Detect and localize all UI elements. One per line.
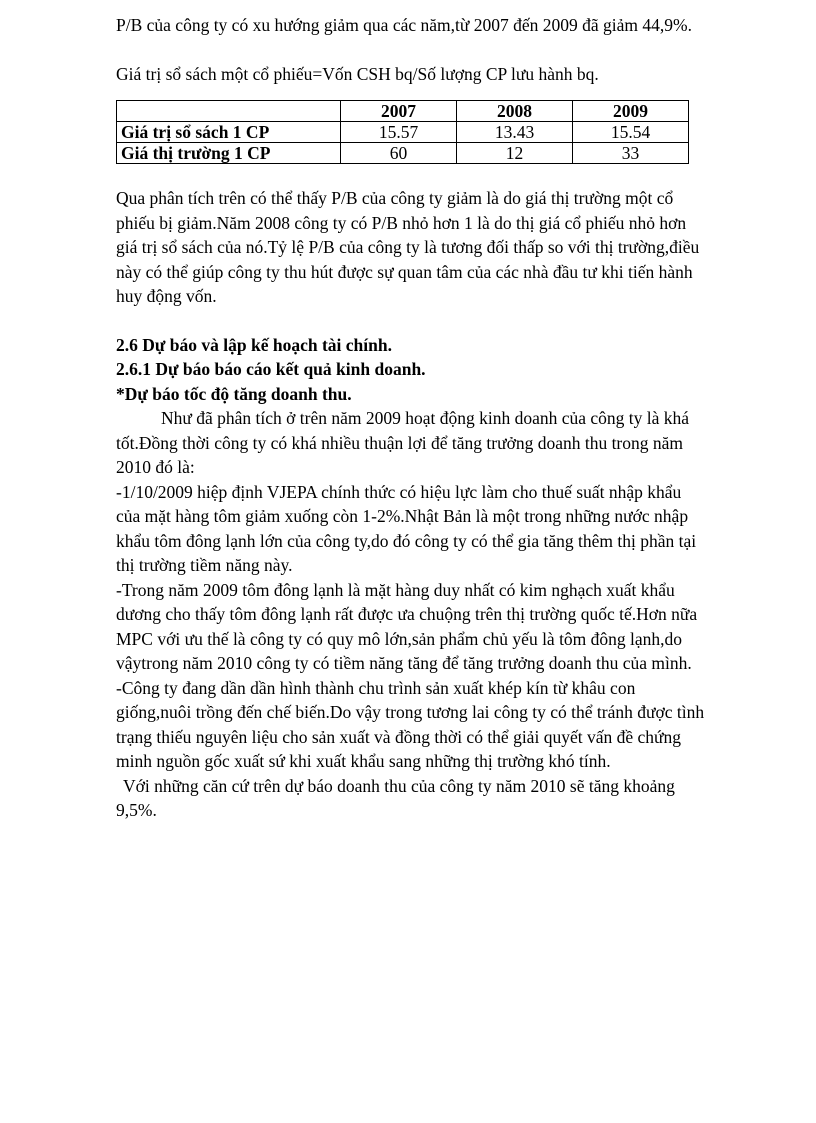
book-value-formula: Giá trị sổ sách một cổ phiếu=Vốn CSH bq/Số lượng CP lưu hành bq. [116, 63, 599, 84]
table-cell: 60 [341, 143, 457, 164]
bullet-vjepa: -1/10/2009 hiệp định VJEPA chính thức có hiệu lực làm cho thuế suất nhập khẩu của mặt hàng tôm giảm xuống còn 1-2%.Nhật Bản là một trong những nước nhập khẩu tôm đông lạnh lớn của công ty,do đó công ty có thể gia tăng thêm thị phần tại thị trường tiềm năng này. [116, 481, 697, 575]
table-row [117, 143, 689, 164]
table-cell: 33 [573, 143, 689, 164]
bullet-production-cycle: -Công ty đang dần dần hình thành chu trình sản xuất khép kín từ khâu con giống,nuôi trồng đến chế biến.Do vậy trong tương lai công ty có thể tránh được tình trạng thiếu nguyên liệu cho sản xuất và đồng thời có thể giải quyết vấn đề chứng minh nguồn gốc xuất sứ khi xuất khẩu sang những thị trường khó tính. [116, 677, 705, 771]
table-cell: 15.57 [341, 122, 457, 143]
table-cell: 12 [457, 143, 573, 164]
topic-heading: *Dự báo tốc độ tăng doanh thu. [116, 383, 352, 404]
analysis-paragraph: Qua phân tích trên có thể thấy P/B của công ty giảm là do giá thị trường một cổ phiếu bị giảm.Năm 2008 công ty có P/B nhỏ hơn 1 là do thị giá cổ phiếu nhỏ hơn giá trị sổ sách của nó.Tỷ lệ P/B của công ty là tương đối thấp so với thị trường,điều này có thể giúp công ty thu hút được sự quan tâm của các nhà đầu tư khi tiến hành huy động vốn. [116, 188, 700, 306]
table-cell: 15.54 [573, 122, 689, 143]
pb-data-table [116, 100, 689, 164]
table-row [117, 122, 689, 143]
table-corner-cell [117, 101, 341, 122]
table-year-cell: 2007 [341, 101, 457, 122]
table-year-cell: 2008 [457, 101, 573, 122]
section-heading: 2.6 Dự báo và lập kế hoạch tài chính. [116, 334, 392, 355]
conclusion-paragraph: Với những căn cứ trên dự báo doanh thu của công ty năm 2010 sẽ tăng khoảng 9,5%. [116, 775, 675, 820]
table-year-cell: 2009 [573, 101, 689, 122]
table-header-row [117, 101, 689, 122]
pb-trend-paragraph: P/B của công ty có xu hướng giảm qua các năm,từ 2007 đến 2009 đã giảm 44,9%. [116, 15, 692, 35]
table-row-label: Giá trị sổ sách 1 CP [117, 122, 341, 143]
intro-paragraph: Như đã phân tích ở trên năm 2009 hoạt động kinh doanh của công ty là khá tốt.Đồng thời công ty có khá nhiều thuận lợi để tăng trưởng doanh thu trong năm 2010 đó là: [116, 408, 690, 477]
table-cell: 13.43 [457, 122, 573, 143]
subsection-heading: 2.6.1 Dự báo báo cáo kết quả kinh doanh. [116, 359, 426, 379]
bullet-frozen-shrimp: -Trong năm 2009 tôm đông lạnh là mặt hàng duy nhất có kim nghạch xuất khẩu dương cho thấy tôm đông lạnh rất được ưa chuộng trên thị trường quốc tế.Hơn nữa MPC với ưu thế là công ty có quy mô lớn,sản phẩm chủ yếu là tôm đông lạnh,do vậytrong năm 2010 công ty có tiềm năng tăng để tăng trưởng doanh thu của mình. [116, 579, 698, 673]
table-row-label: Giá thị trường 1 CP [117, 143, 341, 164]
document-page [116, 13, 706, 823]
